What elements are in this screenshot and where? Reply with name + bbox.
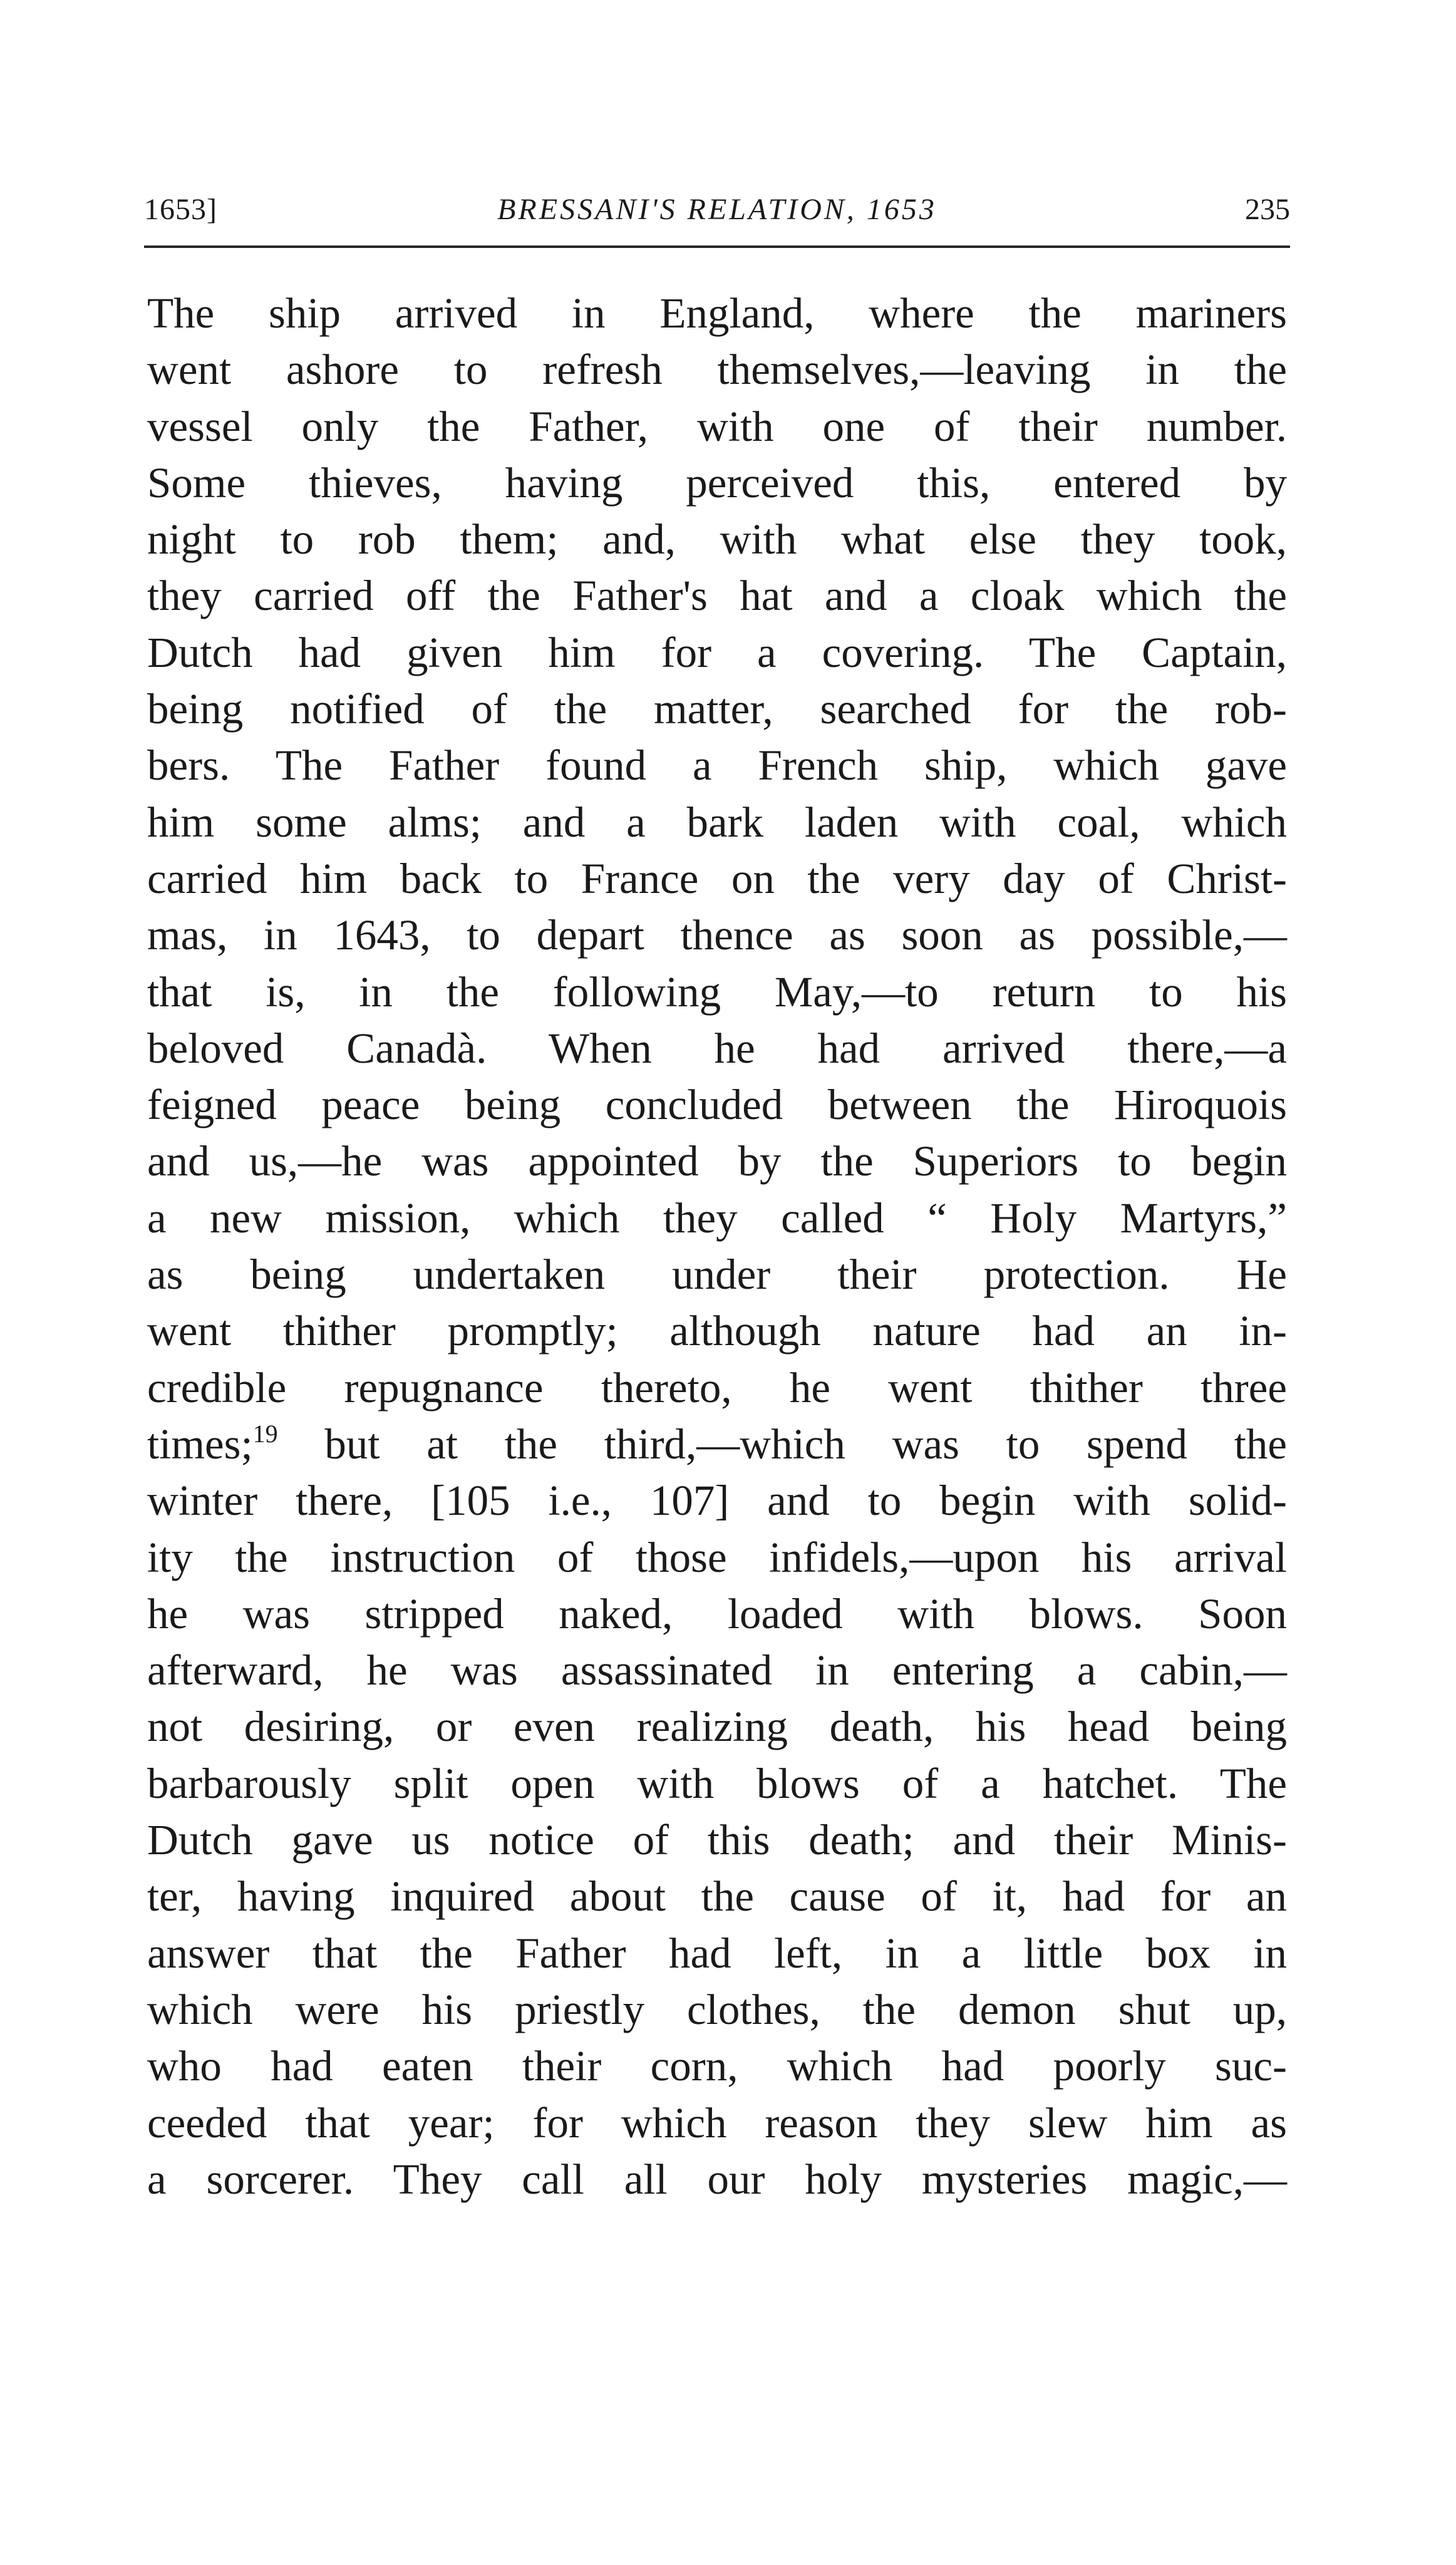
text-line: he was stripped naked, loaded with blows. Soon [147, 1589, 1287, 1638]
text-line: a new mission, which they called “ Holy Martyrs,” [147, 1194, 1287, 1242]
running-head [144, 188, 1290, 232]
text-line: went ashore to refresh themselves,—leaving in the [147, 346, 1287, 394]
text-line: bers. The Father found a French ship, which gave [147, 741, 1287, 790]
text-line: barbarously split open with blows of a hatchet. The [147, 1759, 1287, 1807]
running-head-title: BRESSANI'S RELATION, 1653 [497, 193, 937, 226]
text-line: carried him back to France on the very day of Christ- [147, 854, 1287, 902]
text-line: and us,—he was appointed by the Superiors to begin [147, 1137, 1287, 1185]
text-line: Some thieves, having perceived this, entered by [147, 458, 1287, 507]
body-text [147, 285, 1287, 2207]
text-line: Dutch had given him for a covering. The Captain, [147, 628, 1287, 676]
text-line: that is, in the following May,—to return to his [147, 968, 1287, 1016]
running-head-year: 1653] [144, 193, 217, 226]
text-line: went thither promptly; although nature had an in- [147, 1307, 1287, 1355]
text-line: as being undertaken under their protection. He [147, 1251, 1287, 1299]
text-segment: but at the third,—which was to spend the [324, 1420, 1287, 1468]
text-line-with-footnote [147, 1416, 1287, 1472]
text-line: vessel only the Father, with one of their number. [147, 402, 1287, 450]
text-line: him some alms; and a bark laden with coal, which [147, 798, 1287, 846]
text-line: who had eaten their corn, which had poorly suc- [147, 2042, 1287, 2090]
text-line: a sorcerer. They call all our holy mysteries magic,— [147, 2155, 1287, 2203]
header-rule [144, 245, 1290, 248]
text-line: ity the instruction of those infidels,—upon his arrival [147, 1533, 1287, 1581]
text-line: winter there, [105 i.e., 107] and to begin with solid- [147, 1477, 1287, 1525]
text-line: mas, in 1643, to depart thence as soon as possible,— [147, 911, 1287, 959]
page-number: 235 [1245, 193, 1290, 226]
text-line: ter, having inquired about the cause of it, had for an [147, 1872, 1287, 1921]
text-line: afterward, he was assassinated in entering a cabin,— [147, 1646, 1287, 1695]
text-line: Dutch gave us notice of this death; and their Minis- [147, 1816, 1287, 1864]
text-line: being notified of the matter, searched for the rob- [147, 685, 1287, 733]
text-segment: times; [147, 1420, 253, 1468]
footnote-reference[interactable]: 19 [252, 1419, 278, 1448]
text-line: which were his priestly clothes, the demon shut up, [147, 1985, 1287, 2033]
text-line: they carried off the Father's hat and a cloak which the [147, 572, 1287, 620]
text-line: beloved Canadà. When he had arrived there,—a [147, 1024, 1287, 1072]
text-line: not desiring, or even realizing death, his head being [147, 1703, 1287, 1751]
text-line: credible repugnance thereto, he went thither three [147, 1363, 1287, 1412]
text-line: feigned peace being concluded between the Hiroquois [147, 1081, 1287, 1129]
text-line: The ship arrived in England, where the mariners [147, 289, 1287, 337]
text-line: ceeded that year; for which reason they slew him as [147, 2098, 1287, 2147]
text-line: night to rob them; and, with what else they took, [147, 515, 1287, 564]
text-line: answer that the Father had left, in a little box in [147, 1929, 1287, 1977]
